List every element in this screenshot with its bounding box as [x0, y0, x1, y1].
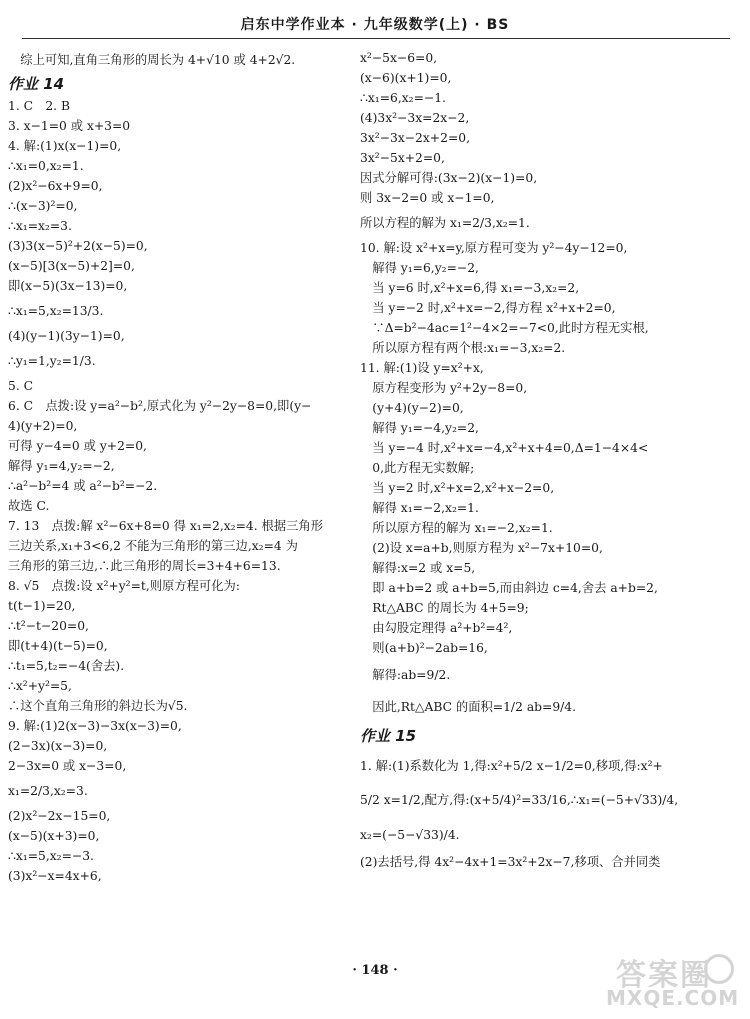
page-number: · 148 · [352, 963, 398, 978]
answer-line: 1. 解:(1)系数化为 1,得:x²+5/2 x−1/2=0,移项,得:x²+ [360, 759, 663, 773]
answer-line: ∵Δ=b²−4ac=1²−4×2=−7<0,此时方程无实根, [360, 321, 649, 335]
answer-line: 3x²−3x−2x+2=0, [360, 131, 470, 145]
answer-line: ∴y₁=1,y₂=1/3. [8, 354, 96, 368]
section-heading: 作业 14 [8, 75, 65, 93]
right-column [360, 48, 690, 872]
answer-line: ∴x₁=5,x₂=−3. [8, 849, 94, 863]
answer-line: 解得:ab=9/2. [360, 668, 451, 682]
answer-line: 5. C [8, 379, 34, 393]
answer-line: (4)(y−1)(3y−1)=0, [8, 329, 125, 343]
answer-line: 解得 y₁=4,y₂=−2, [8, 459, 115, 473]
answer-line: 1. C 2. B [8, 99, 71, 113]
answer-line: 可得 y−4=0 或 y+2=0, [8, 439, 147, 453]
answer-line: t(t−1)=20, [8, 599, 76, 613]
answer-line: 11. 解:(1)设 y=x²+x, [360, 361, 484, 375]
answer-line: 综上可知,直角三角形的周长为 4+√10 或 4+2√2. [8, 53, 296, 67]
section-heading: 作业 15 [360, 727, 417, 745]
answer-line: ∴x₁=5,x₂=13/3. [8, 304, 104, 318]
answer-line: 3. x−1=0 或 x+3=0 [8, 119, 131, 133]
answer-line: (2−3x)(x−3)=0, [8, 739, 108, 753]
answer-line: ∴x₁=0,x₂=1. [8, 159, 84, 173]
answer-line: 即(x−5)(3x−13)=0, [8, 279, 128, 293]
answer-line: 则 3x−2=0 或 x−1=0, [360, 191, 495, 205]
answer-line: 解得:x=2 或 x=5, [360, 561, 476, 575]
answer-line: x₁=2/3,x₂=3. [8, 784, 88, 798]
header-divider [22, 38, 730, 39]
answer-line: x²−5x−6=0, [360, 51, 438, 65]
answer-line: ∴t²−t−20=0, [8, 619, 89, 633]
answer-line: ∴x₁=6,x₂=−1. [360, 91, 446, 105]
answer-line: 三角形的第三边,∴此三角形的周长=3+4+6=13. [8, 559, 281, 573]
answer-line: ∴t₁=5,t₂=−4(舍去). [8, 659, 125, 673]
answer-line: (2)x²−6x+9=0, [8, 179, 103, 193]
left-column [8, 48, 336, 886]
answer-line: 当 y=6 时,x²+x=6,得 x₁=−3,x₂=2, [360, 281, 580, 295]
answer-line: 3x²−5x+2=0, [360, 151, 445, 165]
answer-line: ∴a²−b²=4 或 a²−b²=−2. [8, 479, 158, 493]
answer-line: 9. 解:(1)2(x−3)−3x(x−3)=0, [8, 719, 182, 733]
watermark-logo [606, 950, 740, 1012]
answer-line: 6. C 点拨:设 y=a²−b²,原式化为 y²−2y−8=0,即(y− [8, 399, 312, 413]
answer-line: 7. 13 点拨:解 x²−6x+8=0 得 x₁=2,x₂=4. 根据三角形 [8, 519, 324, 533]
watermark-circle-icon [704, 954, 734, 984]
answer-line: 当 y=2 时,x²+x=2,x²+x−2=0, [360, 481, 555, 495]
answer-line: 4. 解:(1)x(x−1)=0, [8, 139, 122, 153]
answer-line: 原方程变形为 y²+2y−8=0, [360, 381, 528, 395]
watermark-url: MXQE.COM [606, 986, 740, 1010]
answer-line: 三边关系,x₁+3<6,2 不能为三角形的第三边,x₂=4 为 [8, 539, 298, 553]
answer-line: 即(t+4)(t−5)=0, [8, 639, 108, 653]
answer-line: 则(a+b)²−2ab=16, [360, 641, 488, 655]
answer-line: Rt△ABC 的周长为 4+5=9; [360, 601, 529, 615]
answer-line: 由勾股定理得 a²+b²=4², [360, 621, 513, 635]
answer-line: 当 y=−2 时,x²+x=−2,得方程 x²+x+2=0, [360, 301, 616, 315]
answer-line: ∴这个直角三角形的斜边长为√5. [8, 699, 188, 713]
answer-line: 所以方程的解为 x₁=2/3,x₂=1. [360, 216, 530, 230]
answer-line: 即 a+b=2 或 a+b=5,而由斜边 c=4,舍去 a+b=2, [360, 581, 658, 595]
answer-line: (4)3x²−3x=2x−2, [360, 111, 470, 125]
answer-line: (x−5)(x+3)=0, [8, 829, 100, 843]
answer-line: 8. √5 点拨:设 x²+y²=t,则原方程可化为: [8, 579, 240, 593]
answer-line: 所以原方程的解为 x₁=−2,x₂=1. [360, 521, 553, 535]
answer-line: ∴x₁=x₂=3. [8, 219, 72, 233]
answer-line: (3)x²−x=4x+6, [8, 869, 102, 883]
answer-line: x₂=(−5−√33)/4. [360, 828, 460, 842]
answer-line: ∴(x−3)²=0, [8, 199, 78, 213]
answer-line: (x−5)[3(x−5)+2]=0, [8, 259, 135, 273]
answer-line: 当 y=−4 时,x²+x=−4,x²+x+4=0,Δ=1−4×4< [360, 441, 649, 455]
watermark-text: 答案圈 [616, 958, 712, 993]
answer-line: 解得 y₁=−4,y₂=2, [360, 421, 479, 435]
answer-line: 2−3x=0 或 x−3=0, [8, 759, 127, 773]
answer-line: 因此,Rt△ABC 的面积=1/2 ab=9/4. [360, 700, 577, 714]
answer-line: 所以原方程有两个根:x₁=−3,x₂=2. [360, 341, 566, 355]
answer-line: 因式分解可得:(3x−2)(x−1)=0, [360, 171, 538, 185]
answer-line: (2)x²−2x−15=0, [8, 809, 111, 823]
answer-line: 故选 C. [8, 499, 50, 513]
header-title: 启东中学作业本 · 九年级数学(上) · BS [240, 17, 510, 33]
answer-line: 解得 y₁=6,y₂=−2, [360, 261, 479, 275]
answer-line: (y+4)(y−2)=0, [360, 401, 464, 415]
answer-line: 10. 解:设 x²+x=y,原方程可变为 y²−4y−12=0, [360, 241, 628, 255]
answer-line: 4)(y+2)=0, [8, 419, 78, 433]
answer-line: (2)去括号,得 4x²−4x+1=3x²+2x−7,移项、合并同类 [360, 855, 661, 869]
answer-line: 解得 x₁=−2,x₂=1. [360, 501, 479, 515]
answer-line: 0,此方程无实数解; [360, 461, 475, 475]
answer-line: ∴x²+y²=5, [8, 679, 72, 693]
answer-line: (3)3(x−5)²+2(x−5)=0, [8, 239, 148, 253]
answer-line: 5/2 x=1/2,配方,得:(x+5/4)²=33/16,∴x₁=(−5+√33)/4, [360, 793, 679, 807]
answer-line: (2)设 x=a+b,则原方程为 x²−7x+10=0, [360, 541, 603, 555]
answer-line: (x−6)(x+1)=0, [360, 71, 452, 85]
